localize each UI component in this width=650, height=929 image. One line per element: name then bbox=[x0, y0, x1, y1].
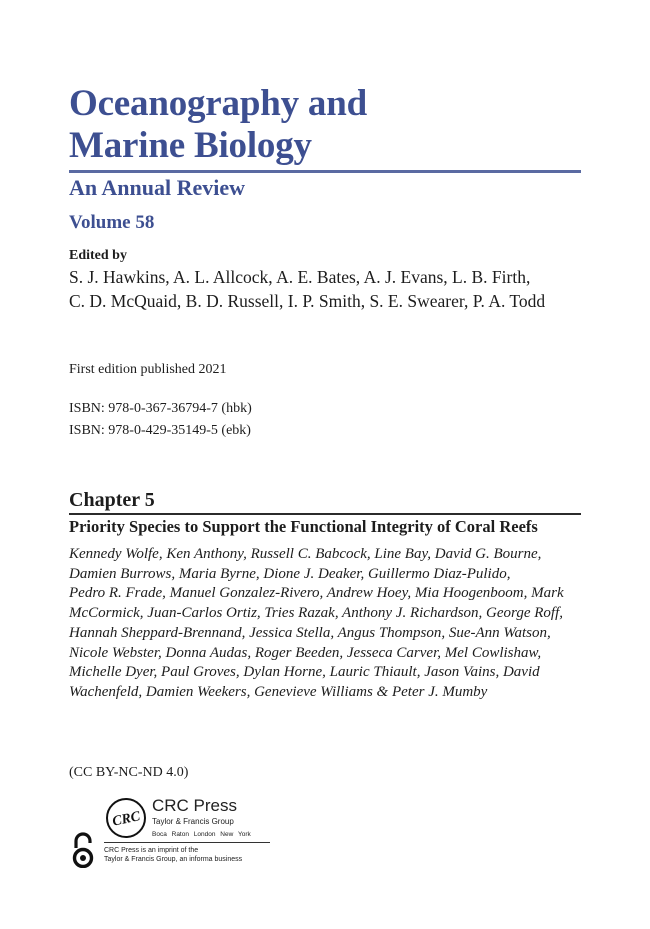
editors-line: S. J. Hawkins, A. L. Allcock, A. E. Bates, A. J. Evans, L. B. Firth, bbox=[69, 267, 531, 287]
chapter-title: Priority Species to Support the Functional Integrity of Coral Reefs bbox=[69, 517, 538, 536]
isbn-ebook: ISBN: 978-0-429-35149-5 (ebk) bbox=[69, 423, 251, 438]
edited-by-label: Edited by bbox=[69, 248, 127, 263]
author-line: McCormick, Juan-Carlos Ortiz, Tries Razak, Anthony J. Richardson, George Roff, bbox=[69, 605, 563, 622]
book-subtitle: An Annual Review bbox=[69, 175, 246, 200]
imprint-line: Taylor & Francis Group, an informa business bbox=[104, 856, 243, 863]
open-access-icon bbox=[72, 832, 94, 868]
editors-list bbox=[69, 265, 589, 313]
author-line: Michelle Dyer, Paul Groves, Dylan Horne, Lauric Thiault, Jason Vains, David bbox=[69, 664, 540, 681]
publisher-cities: Boca Raton London New York bbox=[152, 831, 251, 838]
author-line: Hannah Sheppard-Brennand, Jessica Stella, Angus Thompson, Sue-Ann Watson, bbox=[69, 624, 551, 641]
crc-logo-icon bbox=[105, 797, 147, 839]
book-title-line-1: Oceanography and bbox=[69, 83, 367, 124]
book-title bbox=[69, 83, 367, 167]
author-line: Pedro R. Frade, Manuel Gonzalez-Rivero, Andrew Hoey, Mia Hoogenboom, Mark bbox=[69, 585, 564, 602]
volume-number: Volume 58 bbox=[69, 212, 155, 233]
chapter-authors bbox=[69, 545, 589, 703]
publisher-group: Taylor & Francis Group bbox=[152, 817, 234, 826]
license-label: (CC BY-NC-ND 4.0) bbox=[69, 765, 189, 780]
chapter-divider bbox=[69, 513, 581, 515]
author-line: Kennedy Wolfe, Ken Anthony, Russell C. Babcock, Line Bay, David G. Bourne, bbox=[69, 546, 542, 562]
publisher-name: CRC Press bbox=[152, 796, 238, 815]
imprint-line: CRC Press is an imprint of the bbox=[104, 847, 199, 854]
publisher-imprint bbox=[104, 846, 284, 864]
author-line: Nicole Webster, Donna Audas, Roger Beeden, Jesseca Carver, Mel Cowlishaw, bbox=[69, 644, 542, 661]
edition-info: First edition published 2021 bbox=[69, 362, 227, 377]
editors-line: C. D. McQuaid, B. D. Russell, I. P. Smith, S. E. Swearer, P. A. Todd bbox=[69, 291, 546, 311]
book-title-line-2: Marine Biology bbox=[69, 125, 312, 166]
chapter-label: Chapter 5 bbox=[69, 489, 155, 511]
isbn-hardback: ISBN: 978-0-367-36794-7 (hbk) bbox=[69, 401, 252, 416]
author-line: Damien Burrows, Maria Byrne, Dione J. Deaker, Guillermo Diaz-Pulido, bbox=[69, 565, 511, 582]
publisher-divider bbox=[104, 842, 270, 843]
title-divider bbox=[69, 170, 581, 173]
svg-text:CRC: CRC bbox=[111, 809, 142, 830]
author-line: Wachenfeld, Damien Weekers, Genevieve Williams & Peter J. Mumby bbox=[69, 683, 488, 700]
